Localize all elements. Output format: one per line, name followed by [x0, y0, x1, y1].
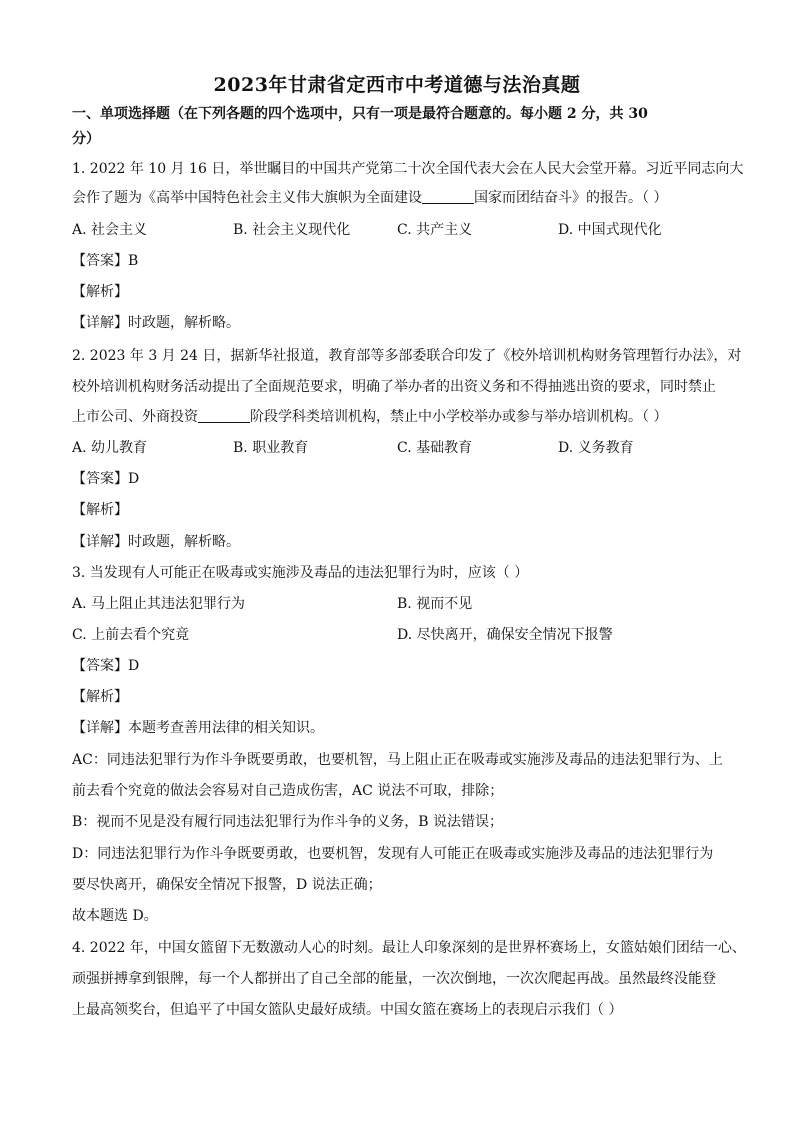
option-c: C. 共产主义 — [397, 222, 473, 238]
question-4-stem-cont: 顽强拼搏拿到银牌，每一个人都拼出了自己全部的能量，一次次倒地，一次次爬起再战。虽然最终没能登 — [72, 971, 716, 987]
page-title: 2023年甘肃省定西市中考道德与法治真题 — [213, 74, 581, 96]
stem-text: 阶段学科类培训机构，禁止中小学校举办或参与举办培训机构。（ ） — [250, 409, 668, 425]
question-2-stem: 2. 2023 年 3 月 24 日，据新华社报道，教育部等多部委联合印发了《校外培训机构财务管理暂行办法》，对 — [72, 348, 742, 364]
section-heading: 一、单项选择题（在下列各题的四个选项中，只有一项是最符合题意的。每小题 2 分，共 30 — [72, 106, 648, 122]
question-3-stem: 3. 当发现有人可能正在吸毒或实施涉及毒品的违法犯罪行为时，应该（ ） — [72, 565, 529, 581]
conclusion: 故本题选 D。 — [72, 908, 158, 924]
option-a: A. 社会主义 — [72, 222, 148, 238]
section-heading-cont: 分） — [72, 131, 100, 147]
fill-blank — [422, 189, 474, 204]
detail: 【详解】本题考查善用法律的相关知识。 — [72, 720, 324, 736]
fill-blank — [198, 408, 250, 423]
option-c: C. 基础教育 — [397, 440, 473, 456]
analysis-label: 【解析】 — [72, 284, 128, 300]
question-2-stem-cont — [72, 407, 732, 427]
question-2-stem-cont: 校外培训机构财务活动提出了全面规范要求，明确了举办者的出资义务和不得抽逃出资的要求，同时禁止 — [72, 379, 716, 395]
explanation-ac-cont: 前去看个究竟的做法会容易对自己造成伤害，AC 说法不可取，排除； — [72, 783, 504, 799]
answer: 【答案】B — [72, 253, 139, 269]
explanation-b: B：视而不见是没有履行同违法犯罪行为作斗争的义务，B 说法错误； — [72, 814, 504, 830]
explanation-ac: AC：同违法犯罪行为作斗争既要勇敢，也要机智，马上阻止正在吸毒或实施涉及毒品的违法犯罪行为、上 — [72, 752, 723, 768]
option-c: C. 上前去看个究竟 — [72, 627, 190, 643]
explanation-d-cont: 要尽快离开，确保安全情况下报警，D 说法正确； — [72, 877, 382, 893]
question-1-stem-cont — [72, 188, 732, 208]
option-a: A. 马上阻止其违法犯罪行为 — [72, 596, 246, 612]
detail: 【详解】时政题，解析略。 — [72, 315, 240, 331]
stem-text: 国家而团结奋斗》的报告。（ ） — [474, 190, 668, 206]
stem-text: 会作了题为《高举中国特色社会主义伟大旗帜为全面建设 — [72, 190, 422, 206]
question-4-stem: 4. 2022 年，中国女篮留下无数激动人心的时刻。最让人印象深刻的是世界杯赛场上，女篮姑娘们团结一心、 — [72, 940, 746, 956]
analysis-label: 【解析】 — [72, 689, 128, 705]
option-d: D. 尽快离开，确保安全情况下报警 — [397, 627, 613, 643]
analysis-label: 【解析】 — [72, 502, 128, 518]
option-b: B. 视而不见 — [397, 596, 473, 612]
answer: 【答案】D — [72, 658, 140, 674]
option-b: B. 社会主义现代化 — [233, 222, 351, 238]
option-d: D. 义务教育 — [558, 440, 634, 456]
question-1-stem: 1. 2022 年 10 月 16 日，举世瞩目的中国共产党第二十次全国代表大会在人民大会堂开幕。习近平同志向大 — [72, 161, 744, 177]
stem-text: 上市公司、外商投资 — [72, 409, 198, 425]
answer: 【答案】D — [72, 471, 140, 487]
question-4-stem-cont: 上最高领奖台，但追平了中国女篮队史最好成绩。中国女篮在赛场上的表现启示我们（ ） — [72, 1002, 623, 1018]
detail: 【详解】时政题，解析略。 — [72, 534, 240, 550]
option-d: D. 中国式现代化 — [558, 222, 662, 238]
option-a: A. 幼儿教育 — [72, 440, 148, 456]
option-b: B. 职业教育 — [233, 440, 309, 456]
explanation-d: D：同违法犯罪行为作斗争既要勇敢，也要机智，发现有人可能正在吸毒或实施涉及毒品的违法犯罪行为 — [72, 846, 714, 862]
